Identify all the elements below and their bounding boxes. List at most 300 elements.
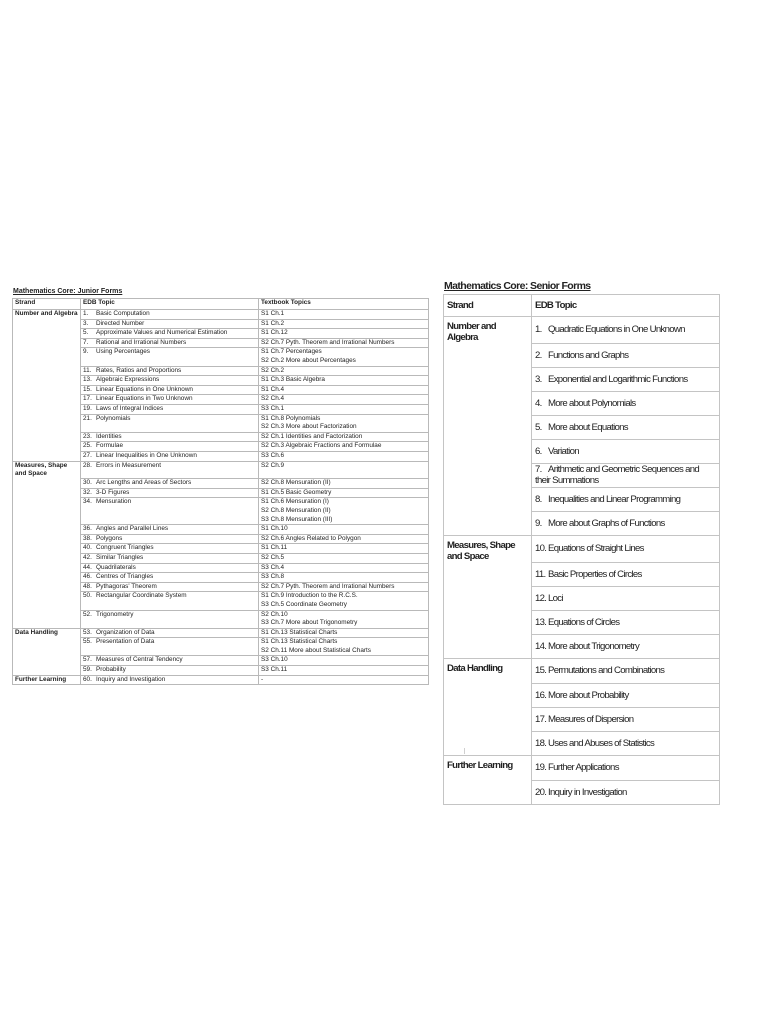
junior-topic-label: Centres of Triangles	[96, 573, 154, 581]
junior-textbook-cell	[259, 442, 429, 452]
junior-edb-topic-cell	[81, 442, 259, 452]
junior-topic-number: 21.	[83, 414, 92, 422]
senior-topic-label: Inequalities and Linear Programming	[548, 493, 681, 505]
junior-textbook-cell	[259, 628, 429, 638]
junior-textbook-line: S1 Ch.8 Polynomials	[261, 414, 321, 422]
junior-textbook-line: S1 Ch.7 Percentages	[261, 348, 322, 356]
junior-textbook-line: S3 Ch.7 More about Trigonometry	[261, 619, 358, 627]
junior-table-row	[13, 451, 429, 461]
junior-table-row	[13, 610, 429, 628]
senior-topic-label: Equations of Circles	[548, 616, 620, 628]
junior-topic-label: Polygons	[96, 534, 123, 542]
junior-table-row	[13, 488, 429, 498]
junior-textbook-line: S3 Ch.4	[261, 563, 285, 571]
junior-table-row	[13, 432, 429, 442]
junior-textbook-cell	[259, 592, 429, 610]
senior-topic-number: 1.	[535, 324, 542, 336]
junior-table-row	[13, 366, 429, 376]
senior-topic-number: 6.	[535, 445, 542, 457]
senior-topic-label: More about Polynomials	[548, 397, 636, 409]
junior-edb-topic-cell	[81, 366, 259, 376]
senior-strand-cell	[444, 439, 532, 463]
senior-strand-cell	[444, 562, 532, 586]
junior-strand-cell	[13, 666, 81, 676]
junior-topic-label: Rational and Irrational Numbers	[96, 338, 187, 346]
senior-table-row	[444, 415, 720, 439]
junior-table-row	[13, 442, 429, 452]
junior-textbook-line: S2 Ch.11 More about Statistical Charts	[261, 646, 371, 654]
junior-edb-topic-cell	[81, 414, 259, 432]
senior-edb-topic-cell	[532, 731, 720, 756]
junior-textbook-line: S1 Ch.11	[261, 544, 288, 552]
senior-topic-label: Inquiry in Investigation	[548, 786, 627, 798]
junior-topic-number: 46.	[83, 573, 92, 581]
senior-table-body	[444, 317, 720, 805]
junior-edb-topic-cell	[81, 592, 259, 610]
junior-edb-topic-cell	[81, 348, 259, 366]
senior-table-row	[444, 780, 720, 805]
senior-topic-label: Functions and Graphs	[548, 349, 629, 361]
junior-table-body	[13, 310, 429, 685]
senior-topic-label: More about Equations	[548, 421, 628, 433]
senior-edb-topic-cell	[532, 659, 720, 684]
junior-strand-cell: Further Learning	[13, 675, 81, 685]
junior-textbook-line: S2 Ch.4	[261, 395, 285, 403]
junior-edb-topic-cell	[81, 638, 259, 656]
junior-textbook-cell	[259, 348, 429, 366]
junior-topic-number: 5.	[83, 329, 89, 337]
senior-strand-cell	[444, 415, 532, 439]
senior-topic-label: Permutations and Combinations	[548, 665, 665, 677]
junior-forms-title: Mathematics Core: Junior Forms	[13, 288, 123, 295]
junior-strand-cell	[13, 592, 81, 610]
junior-topic-number: 17.	[83, 395, 92, 403]
senior-table-row	[444, 536, 720, 563]
senior-table-row	[444, 707, 720, 731]
junior-edb-topic-cell	[81, 582, 259, 592]
senior-edb-topic-cell	[532, 683, 720, 707]
junior-strand-cell	[13, 395, 81, 405]
junior-textbook-cell	[259, 385, 429, 395]
junior-topic-number: 55.	[83, 638, 92, 646]
senior-table-row	[444, 343, 720, 367]
senior-strand-cell	[444, 487, 532, 511]
junior-textbook-line: S2 Ch.7 Pyth. Theorem and Irrational Numbers	[261, 338, 395, 346]
senior-strand-cell: Further Learning	[444, 756, 532, 781]
junior-textbook-line: S1 Ch.6 Mensuration (I)	[261, 498, 329, 506]
junior-strand-cell	[13, 534, 81, 544]
junior-textbook-cell	[259, 488, 429, 498]
junior-topic-label: Approximate Values and Numerical Estimation	[96, 329, 228, 337]
junior-topic-label: Arc Lengths and Areas of Sectors	[96, 479, 192, 487]
junior-textbook-cell	[259, 610, 429, 628]
senior-table-row	[444, 391, 720, 415]
senior-edb-topic-cell	[532, 536, 720, 563]
junior-strand-cell	[13, 432, 81, 442]
senior-topic-label: Arithmetic and Geometric Sequences and their Summations	[535, 464, 699, 486]
junior-topic-number: 34.	[83, 498, 92, 506]
junior-strand-cell	[13, 329, 81, 339]
senior-forms-table	[443, 294, 720, 805]
senior-strand-cell	[444, 610, 532, 634]
senior-table-row	[444, 586, 720, 610]
junior-table-row	[13, 525, 429, 535]
senior-header-edb-topic: EDB Topic	[532, 295, 720, 317]
junior-topic-number: 25.	[83, 442, 92, 450]
junior-edb-topic-cell	[81, 404, 259, 414]
senior-topic-number: 15.	[535, 665, 547, 677]
senior-topic-label: More about Trigonometry	[548, 640, 640, 652]
junior-textbook-cell	[259, 310, 429, 320]
senior-table-row	[444, 439, 720, 463]
senior-edb-topic-cell	[532, 511, 720, 536]
junior-textbook-cell	[259, 451, 429, 461]
junior-edb-topic-cell	[81, 376, 259, 386]
senior-table-row	[444, 487, 720, 511]
junior-table-row	[13, 563, 429, 573]
junior-strand-cell	[13, 376, 81, 386]
junior-textbook-cell	[259, 395, 429, 405]
senior-edb-topic-cell	[532, 756, 720, 781]
junior-textbook-line: S1 Ch.10	[261, 525, 288, 533]
junior-topic-number: 23.	[83, 432, 92, 440]
senior-strand-cell	[444, 367, 532, 391]
junior-textbook-line: S2 Ch.3 Algebraic Fractions and Formulae	[261, 442, 382, 450]
junior-edb-topic-cell	[81, 534, 259, 544]
senior-strand-cell	[444, 463, 532, 487]
junior-topic-label: Mensuration	[96, 498, 132, 506]
junior-table-row	[13, 675, 429, 685]
junior-table-row	[13, 553, 429, 563]
senior-strand-cell: Number and Algebra	[444, 317, 532, 344]
senior-strand-cell: Measures, Shape and Space	[444, 536, 532, 563]
junior-strand-cell	[13, 544, 81, 554]
junior-edb-topic-cell	[81, 338, 259, 348]
junior-edb-topic-cell	[81, 610, 259, 628]
junior-strand-cell	[13, 656, 81, 666]
junior-header-edb-topic: EDB Topic	[81, 299, 259, 310]
junior-textbook-cell	[259, 479, 429, 489]
junior-textbook-line: S1 Ch.2	[261, 319, 285, 327]
junior-textbook-line: S2 Ch.2 More about Percentages	[261, 356, 356, 364]
senior-topic-number: 5.	[535, 421, 542, 433]
senior-edb-topic-cell	[532, 780, 720, 805]
junior-edb-topic-cell	[81, 451, 259, 461]
senior-strand-cell	[444, 707, 532, 731]
senior-topic-label: Loci	[548, 592, 563, 604]
junior-forms-table	[12, 298, 429, 685]
junior-topic-number: 28.	[83, 461, 92, 469]
junior-textbook-line: S1 Ch.13 Statistical Charts	[261, 628, 338, 636]
junior-strand-cell	[13, 525, 81, 535]
junior-textbook-cell	[259, 338, 429, 348]
senior-topic-number: 19.	[535, 762, 547, 774]
senior-topic-number: 7.	[535, 464, 542, 475]
junior-textbook-line: S3 Ch.8 Mensuration (III)	[261, 515, 333, 523]
junior-topic-number: 60.	[83, 675, 92, 683]
junior-topic-label: Congruent Triangles	[96, 544, 154, 552]
junior-textbook-line: S1 Ch.1	[261, 310, 285, 317]
junior-textbook-cell	[259, 656, 429, 666]
senior-edb-topic-cell	[532, 610, 720, 634]
junior-textbook-cell	[259, 553, 429, 563]
junior-topic-label: Basic Computation	[96, 310, 150, 317]
junior-strand-cell	[13, 610, 81, 628]
junior-strand-cell	[13, 563, 81, 573]
junior-textbook-line: S3 Ch.8	[261, 573, 285, 581]
junior-topic-label: Probability	[96, 666, 126, 674]
junior-strand-cell	[13, 385, 81, 395]
junior-textbook-line: S3 Ch.6	[261, 451, 285, 459]
junior-header-textbook-topics: Textbook Topics	[259, 299, 429, 310]
senior-topic-label: More about Probability	[548, 689, 629, 701]
junior-topic-label: Using Percentages	[96, 348, 150, 356]
senior-topic-number: 14.	[535, 640, 547, 652]
senior-topic-label: Variation	[548, 445, 579, 457]
junior-topic-number: 53.	[83, 628, 92, 636]
senior-forms-title: Mathematics Core: Senior Forms	[444, 280, 591, 292]
junior-textbook-line: S2 Ch.8 Mensuration (II)	[261, 506, 331, 514]
junior-strand-cell	[13, 451, 81, 461]
junior-table-row	[13, 395, 429, 405]
junior-table-row	[13, 582, 429, 592]
junior-edb-topic-cell	[81, 310, 259, 320]
junior-table-row	[13, 461, 429, 479]
senior-topic-label: Quadratic Equations in One Unknown	[548, 324, 685, 336]
senior-topic-label: Uses and Abuses of Statistics	[548, 737, 655, 749]
senior-topic-number: 13.	[535, 616, 547, 628]
junior-topic-number: 38.	[83, 534, 92, 542]
junior-textbook-line: S3 Ch.10	[261, 656, 288, 664]
senior-topic-label: Basic Properties of Circles	[548, 568, 642, 580]
junior-textbook-cell	[259, 638, 429, 656]
junior-strand-cell	[13, 479, 81, 489]
junior-textbook-line: -	[261, 675, 264, 683]
junior-textbook-cell	[259, 563, 429, 573]
senior-edb-topic-cell	[532, 586, 720, 610]
senior-table-row	[444, 511, 720, 536]
junior-table-row	[13, 376, 429, 386]
senior-edb-topic-cell	[532, 415, 720, 439]
junior-textbook-line: S1 Ch.12	[261, 329, 288, 337]
senior-topic-number: 10.	[535, 543, 547, 555]
divider-mark	[464, 748, 465, 754]
junior-topic-label: Organization of Data	[96, 628, 155, 636]
junior-topic-label: Linear Equations in One Unknown	[96, 385, 193, 393]
senior-table-row	[444, 317, 720, 344]
junior-textbook-line: S1 Ch.13 Statistical Charts	[261, 638, 338, 646]
junior-textbook-line: S1 Ch.5 Basic Geometry	[261, 488, 332, 496]
senior-header-strand: Strand	[444, 295, 532, 317]
senior-topic-label: Further Applications	[548, 762, 619, 774]
junior-topic-number: 52.	[83, 610, 92, 618]
senior-strand-cell	[444, 683, 532, 707]
junior-strand-cell	[13, 414, 81, 432]
junior-edb-topic-cell	[81, 675, 259, 685]
junior-topic-number: 3.	[83, 319, 89, 327]
junior-table-row	[13, 573, 429, 583]
junior-edb-topic-cell	[81, 666, 259, 676]
senior-edb-topic-cell	[532, 634, 720, 659]
junior-textbook-cell	[259, 544, 429, 554]
junior-topic-label: Formulae	[96, 442, 123, 450]
junior-topic-number: 44.	[83, 563, 92, 571]
junior-topic-number: 7.	[83, 338, 89, 346]
junior-table-row	[13, 656, 429, 666]
junior-topic-number: 40.	[83, 544, 92, 552]
junior-table-row	[13, 498, 429, 525]
senior-edb-topic-cell	[532, 487, 720, 511]
junior-header-strand: Strand	[13, 299, 81, 310]
junior-textbook-line: S2 Ch.5	[261, 553, 285, 561]
junior-textbook-line: S2 Ch.6 Angles Related to Polygon	[261, 534, 361, 542]
senior-strand-cell	[444, 634, 532, 659]
senior-strand-cell	[444, 586, 532, 610]
junior-topic-label: Errors in Measurement	[96, 461, 161, 469]
junior-topic-number: 48.	[83, 582, 92, 590]
senior-forms-section	[443, 278, 719, 805]
junior-strand-cell	[13, 573, 81, 583]
senior-table-row	[444, 463, 720, 487]
junior-topic-label: Linear Equations in Two Unknown	[96, 395, 193, 403]
senior-table-row	[444, 683, 720, 707]
senior-topic-label: Measures of Dispersion	[548, 713, 634, 725]
senior-topic-number: 16.	[535, 689, 547, 701]
senior-header-row	[444, 295, 720, 317]
junior-table-row	[13, 544, 429, 554]
junior-textbook-cell	[259, 329, 429, 339]
junior-topic-label: Polynomials	[96, 414, 131, 422]
senior-topic-label: More about Graphs of Functions	[548, 517, 665, 529]
junior-topic-number: 36.	[83, 525, 92, 533]
senior-table-row	[444, 756, 720, 781]
junior-textbook-line: S1 Ch.4	[261, 385, 285, 393]
junior-table-row	[13, 385, 429, 395]
junior-textbook-line: S3 Ch.11	[261, 666, 288, 674]
junior-topic-label: Quadrilaterals	[96, 563, 136, 571]
junior-topic-label: Identities	[96, 432, 122, 440]
junior-edb-topic-cell	[81, 544, 259, 554]
senior-table-row	[444, 610, 720, 634]
junior-topic-number: 30.	[83, 479, 92, 487]
senior-topic-label: Equations of Straight Lines	[548, 543, 644, 555]
junior-edb-topic-cell	[81, 488, 259, 498]
junior-strand-cell: Measures, Shape and Space	[13, 461, 81, 479]
junior-topic-label: Angles and Parallel Lines	[96, 525, 169, 533]
senior-topic-number: 9.	[535, 517, 542, 529]
junior-textbook-cell	[259, 461, 429, 479]
junior-textbook-line: S2 Ch.8 Mensuration (II)	[261, 479, 331, 487]
junior-edb-topic-cell	[81, 525, 259, 535]
junior-forms-section	[12, 287, 428, 685]
junior-strand-cell	[13, 582, 81, 592]
junior-edb-topic-cell	[81, 553, 259, 563]
senior-topic-number: 18.	[535, 737, 547, 749]
junior-edb-topic-cell	[81, 319, 259, 329]
junior-edb-topic-cell	[81, 385, 259, 395]
senior-topic-number: 3.	[535, 373, 542, 385]
junior-strand-cell	[13, 348, 81, 366]
senior-table-row	[444, 367, 720, 391]
senior-edb-topic-cell	[532, 391, 720, 415]
senior-strand-cell	[444, 511, 532, 536]
senior-topic-number: 4.	[535, 397, 542, 409]
junior-table-row	[13, 310, 429, 320]
junior-textbook-line: S3 Ch.5 Coordinate Geometry	[261, 600, 347, 608]
junior-topic-number: 42.	[83, 553, 92, 561]
junior-textbook-cell	[259, 675, 429, 685]
junior-strand-cell	[13, 404, 81, 414]
junior-topic-label: Linear Inequalities in One Unknown	[96, 451, 197, 459]
senior-strand-cell	[444, 391, 532, 415]
junior-textbook-line: S2 Ch.3 More about Factorization	[261, 423, 357, 431]
junior-topic-number: 19.	[83, 404, 92, 412]
junior-topic-number: 57.	[83, 656, 92, 664]
junior-textbook-line: S2 Ch.2	[261, 366, 285, 374]
junior-strand-cell	[13, 319, 81, 329]
senior-strand-cell	[444, 780, 532, 805]
junior-table-row	[13, 338, 429, 348]
junior-topic-label: Laws of Integral Indices	[96, 404, 164, 412]
junior-strand-cell: Number and Algebra	[13, 310, 81, 320]
senior-edb-topic-cell	[532, 317, 720, 344]
junior-topic-label: Measures of Central Tendency	[96, 656, 183, 664]
senior-topic-number: 17.	[535, 713, 547, 725]
junior-edb-topic-cell	[81, 573, 259, 583]
junior-strand-cell	[13, 442, 81, 452]
senior-edb-topic-cell	[532, 707, 720, 731]
junior-edb-topic-cell	[81, 479, 259, 489]
senior-topic-number: 8.	[535, 493, 542, 505]
junior-textbook-cell	[259, 414, 429, 432]
junior-topic-label: Directed Number	[96, 319, 145, 327]
junior-strand-cell	[13, 338, 81, 348]
senior-table-row	[444, 634, 720, 659]
junior-topic-number: 50.	[83, 592, 92, 600]
junior-edb-topic-cell	[81, 329, 259, 339]
junior-table-row	[13, 348, 429, 366]
junior-textbook-cell	[259, 573, 429, 583]
junior-topic-label: Inquiry and Investigation	[96, 675, 166, 683]
junior-topic-label: Algebraic Expressions	[96, 376, 160, 384]
junior-table-row	[13, 628, 429, 638]
junior-edb-topic-cell	[81, 395, 259, 405]
junior-topic-label: Presentation of Data	[96, 638, 155, 646]
junior-textbook-line: S1 Ch.9 Introduction to the R.C.S.	[261, 592, 358, 600]
junior-textbook-cell	[259, 376, 429, 386]
junior-topic-number: 1.	[83, 310, 89, 317]
junior-strand-cell	[13, 553, 81, 563]
junior-textbook-cell	[259, 319, 429, 329]
junior-topic-label: Trigonometry	[96, 610, 134, 618]
junior-topic-number: 59.	[83, 666, 92, 674]
junior-topic-number: 15.	[83, 385, 92, 393]
junior-table-row	[13, 404, 429, 414]
junior-textbook-line: S2 Ch.1 Identities and Factorization	[261, 432, 363, 440]
junior-topic-number: 27.	[83, 451, 92, 459]
junior-textbook-cell	[259, 498, 429, 525]
junior-topic-number: 32.	[83, 488, 92, 496]
junior-strand-cell	[13, 366, 81, 376]
junior-table-row	[13, 666, 429, 676]
senior-edb-topic-cell	[532, 367, 720, 391]
junior-textbook-line: S2 Ch.7 Pyth. Theorem and Irrational Numbers	[261, 582, 395, 590]
junior-table-row	[13, 319, 429, 329]
junior-topic-label: Rectangular Coordinate System	[96, 592, 187, 600]
junior-table-row	[13, 479, 429, 489]
junior-topic-label: Pythagoras' Theorem	[96, 582, 157, 590]
senior-edb-topic-cell	[532, 463, 720, 487]
